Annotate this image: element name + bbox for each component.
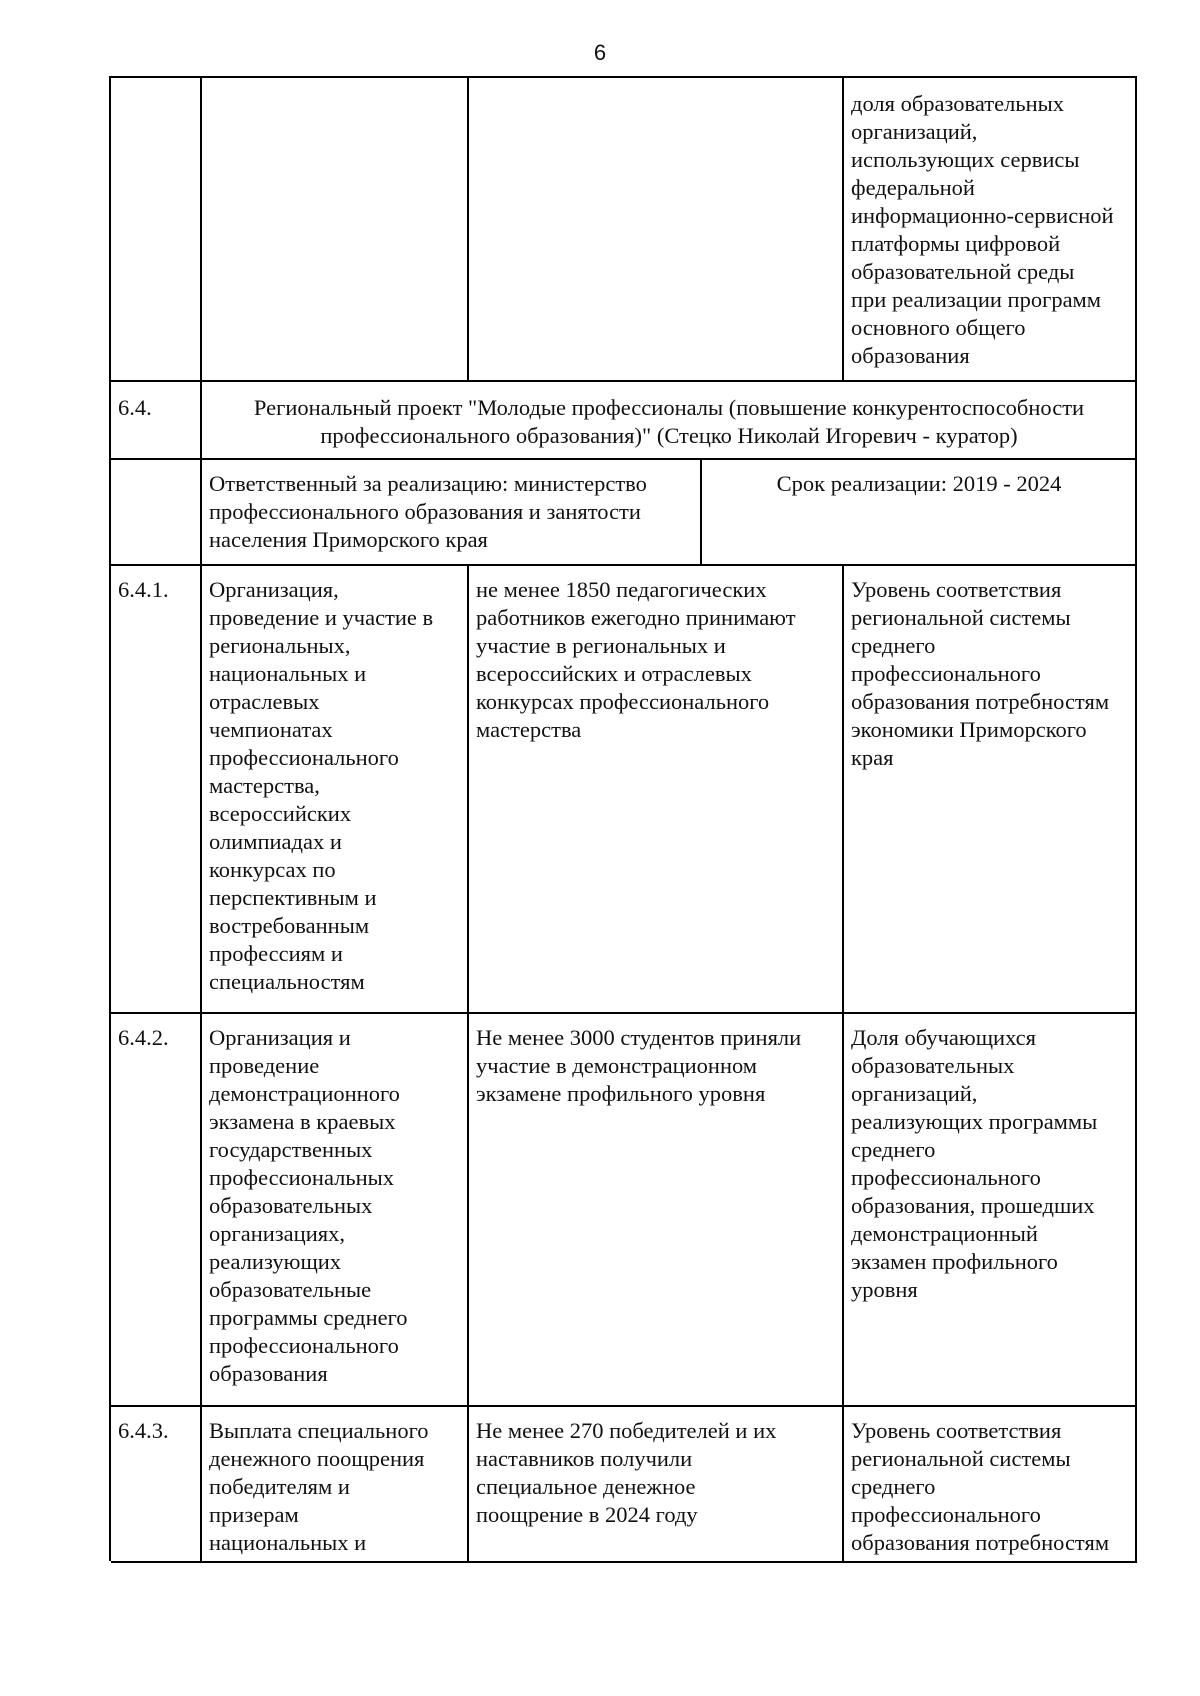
row-number-cell: 6.4.2.	[111, 1014, 202, 1405]
activity-cell: Организация, проведение и участие в региональных, национальных и отраслевых чемпионатах профессионального мастерства, всероссийских олимпиадах и конкурсах по перспективным и востребованным профессиям и специальностям	[202, 566, 469, 1012]
indicator-cell: доля образовательных организаций, использующих сервисы федеральной информационно-сервисной платформы цифровой образовательной среды при реализации программ основного общего образования	[844, 78, 1137, 380]
empty-number-cell	[111, 460, 202, 564]
program-table	[109, 76, 1137, 1561]
result-cell: Не менее 3000 студентов приняли участие в демонстрационном экзамене профильного уровня	[469, 1014, 844, 1405]
row-number-cell: 6.4.1.	[111, 566, 202, 1012]
page-number: 6	[593, 40, 607, 65]
activity-cell: Выплата специального денежного поощрения победителям и призерам национальных и	[202, 1407, 469, 1561]
row-number-cell: 6.4.3.	[111, 1407, 202, 1561]
responsible-cell: Ответственный за реализацию: министерство профессионального образования и занятости населения Приморского края	[202, 460, 702, 564]
result-cell: не менее 1850 педагогических работников ежегодно принимают участие в региональных и всероссийских и отраслевых конкурсах профессионального мастерства	[469, 566, 844, 1012]
term-cell: Срок реализации: 2019 - 2024	[702, 460, 1137, 564]
responsible-row	[111, 460, 1137, 566]
table-row	[111, 1014, 1137, 1407]
table-row	[111, 78, 1137, 382]
project-title-cell: Региональный проект "Молодые профессионалы (повышение конкурентоспособности профессионального образования)" (Стецко Николай Игоревич - куратор)	[202, 382, 1137, 458]
activity-cell: Организация и проведение демонстрационного экзамена в краевых государственных профессиональных образовательных организациях, реализующих образовательные программы среднего профессионального образования	[202, 1014, 469, 1405]
indicator-cell: Уровень соответствия региональной системы среднего профессионального образования потребностям	[844, 1407, 1137, 1561]
indicator-cell: Уровень соответствия региональной системы среднего профессионального образования потребностям экономики Приморского края	[844, 566, 1137, 1012]
row-number-cell	[111, 78, 202, 380]
project-row	[111, 382, 1137, 460]
result-cell: Не менее 270 победителей и их наставников получили специальное денежное поощрение в 2024 году	[469, 1407, 844, 1561]
activity-cell	[202, 78, 469, 380]
indicator-cell: Доля обучающихся образовательных организаций, реализующих программы среднего профессионального образования, прошедших демонстрационный экзамен профильного уровня	[844, 1014, 1137, 1405]
result-cell	[469, 78, 844, 380]
table-row	[111, 566, 1137, 1014]
project-number-cell: 6.4.	[111, 382, 202, 458]
table-row	[111, 1407, 1137, 1563]
